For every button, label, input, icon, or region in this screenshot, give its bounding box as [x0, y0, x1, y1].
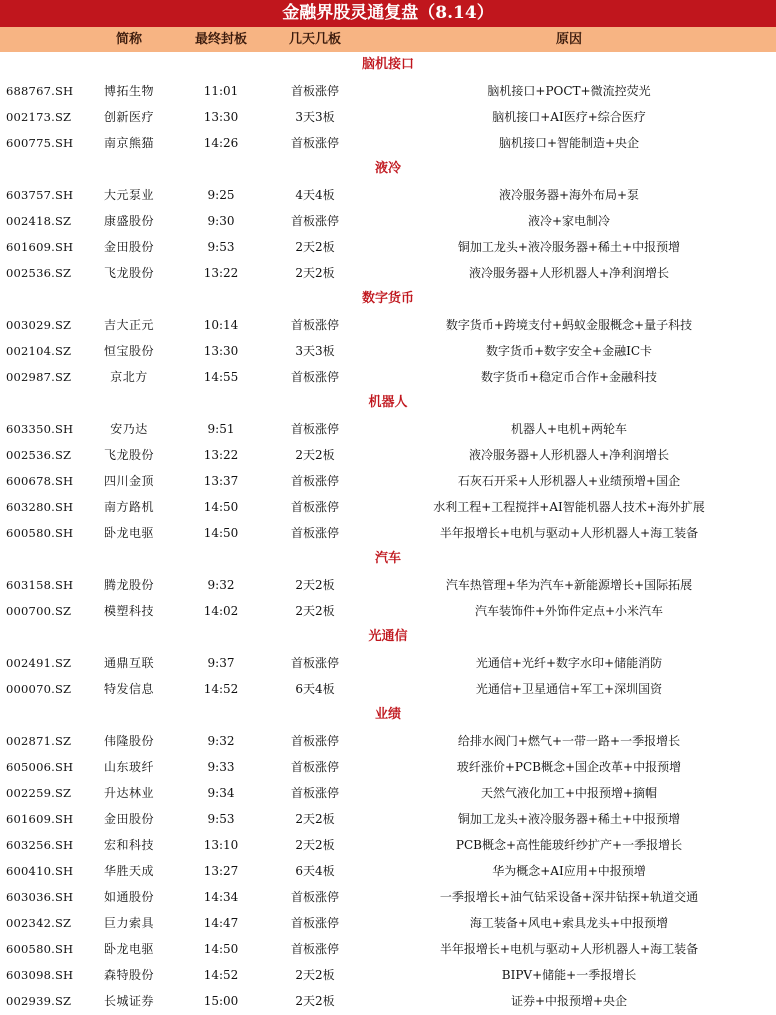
- header-code: [0, 27, 84, 52]
- table-row: [0, 234, 776, 260]
- limit-up-reason: 汽车热管理+华为汽车+新能源增长+国际拓展: [445, 578, 693, 592]
- final-limit-time: 13:22: [203, 266, 239, 280]
- days-boards: 首板涨停: [290, 526, 339, 540]
- limit-up-reason: 机器人+电机+两轮车: [510, 422, 628, 436]
- final-limit-time: 14:02: [203, 604, 239, 618]
- limit-up-reason: 天然气液化加工+中报预增+摘帽: [480, 786, 658, 800]
- days-boards: 首板涨停: [290, 734, 339, 748]
- days-boards: 首板涨停: [290, 474, 339, 488]
- limit-up-reason: 铜加工龙头+液冷服务器+稀土+中报预增: [457, 812, 681, 826]
- stock-code: 603098.SH: [6, 968, 74, 982]
- stock-name: 卧龙电驱: [103, 526, 154, 540]
- stock-code: 603036.SH: [6, 890, 74, 904]
- table-row: [0, 780, 776, 806]
- limit-up-reason: 海工装备+风电+索具龙头+中报预增: [469, 916, 669, 930]
- stock-code: 002491.SZ: [6, 656, 72, 670]
- header-name: 简称: [115, 32, 142, 47]
- stock-name: 特发信息: [103, 682, 154, 696]
- stock-name: 博拓生物: [103, 84, 154, 98]
- section-title: 液冷: [374, 161, 401, 176]
- table-row: [0, 442, 776, 468]
- limit-up-reason: 证券+中报预增+央企: [510, 994, 628, 1008]
- table-header: [0, 27, 776, 52]
- stock-code: 002173.SZ: [6, 110, 72, 124]
- days-boards: 2天2板: [295, 604, 335, 618]
- stock-code: 000700.SZ: [6, 604, 72, 618]
- stock-code: 002536.SZ: [6, 448, 72, 462]
- final-limit-time: 9:30: [207, 214, 235, 228]
- stock-code: 002104.SZ: [6, 344, 72, 358]
- final-limit-time: 10:14: [203, 318, 239, 332]
- stock-code: 000070.SZ: [6, 682, 72, 696]
- stock-name: 创新医疗: [103, 110, 154, 124]
- header-days-boards: 几天几板: [288, 32, 341, 47]
- final-limit-time: 9:53: [207, 812, 235, 826]
- table-row: [0, 650, 776, 676]
- stock-code: 600580.SH: [6, 942, 74, 956]
- stock-code: 603280.SH: [6, 500, 74, 514]
- days-boards: 首板涨停: [290, 136, 339, 150]
- stock-code: 688767.SH: [6, 84, 74, 98]
- days-boards: 首板涨停: [290, 786, 339, 800]
- stock-code: 002939.SZ: [6, 994, 72, 1008]
- table-body: [0, 52, 776, 1014]
- stock-code: 600410.SH: [6, 864, 74, 878]
- days-boards: 4天4板: [295, 188, 335, 202]
- limit-up-reason: 玻纤涨价+PCB概念+国企改革+中报预增: [456, 760, 682, 774]
- stock-name: 通鼎互联: [103, 656, 154, 670]
- stock-code: 002987.SZ: [6, 370, 72, 384]
- table-row: [0, 598, 776, 624]
- table-row: [0, 572, 776, 598]
- limit-up-reason: 光通信+卫星通信+军工+深圳国资: [475, 682, 663, 696]
- table-row: [0, 676, 776, 702]
- days-boards: 2天2板: [295, 838, 335, 852]
- final-limit-time: 14:50: [203, 942, 239, 956]
- days-boards: 2天2板: [295, 968, 335, 982]
- section-title: 光通信: [368, 629, 408, 644]
- stock-code: 002342.SZ: [6, 916, 72, 930]
- table-row: [0, 182, 776, 208]
- stock-code: 605006.SH: [6, 760, 74, 774]
- final-limit-time: 13:10: [203, 838, 239, 852]
- final-limit-time: 14:47: [203, 916, 239, 930]
- section-title: 机器人: [368, 395, 408, 410]
- stock-code: 603158.SH: [6, 578, 74, 592]
- stock-code: 003029.SZ: [6, 318, 72, 332]
- limit-up-reason: 半年报增长+电机与驱动+人形机器人+海工装备: [439, 526, 699, 540]
- final-limit-time: 14:52: [203, 682, 239, 696]
- stock-code: 600678.SH: [6, 474, 74, 488]
- limit-up-reason: 水利工程+工程搅拌+AI智能机器人技术+海外扩展: [433, 500, 705, 514]
- stock-code: 601609.SH: [6, 240, 74, 254]
- stock-name: 南方路机: [103, 500, 154, 514]
- table-row: [0, 988, 776, 1014]
- stock-name: 安乃达: [110, 422, 148, 436]
- stock-name: 巨力索具: [103, 916, 154, 930]
- limit-up-reason: 石灰石开采+人形机器人+业绩预增+国企: [457, 474, 681, 488]
- limit-up-reason: 铜加工龙头+液冷服务器+稀土+中报预增: [457, 240, 681, 254]
- stock-name: 升达林业: [103, 786, 154, 800]
- limit-up-reason: 给排水阀门+燃气+一带一路+一季报增长: [457, 734, 681, 748]
- final-limit-time: 9:37: [207, 656, 235, 670]
- limit-up-reason: 液冷服务器+海外布局+泵: [498, 188, 640, 202]
- table-row: [0, 936, 776, 962]
- table-row: [0, 910, 776, 936]
- days-boards: 首板涨停: [290, 942, 339, 956]
- final-limit-time: 15:00: [203, 994, 239, 1008]
- table-row: [0, 858, 776, 884]
- stock-name: 卧龙电驱: [103, 942, 154, 956]
- final-limit-time: 13:27: [203, 864, 239, 878]
- table-row: [0, 260, 776, 286]
- limit-up-reason: 一季报增长+油气钻采设备+深井钻探+轨道交通: [439, 890, 699, 904]
- final-limit-time: 14:50: [203, 500, 239, 514]
- final-limit-time: 14:52: [203, 968, 239, 982]
- days-boards: 首板涨停: [290, 422, 339, 436]
- final-limit-time: 13:30: [203, 344, 239, 358]
- final-limit-time: 9:32: [207, 734, 235, 748]
- limit-up-reason: 汽车装饰件+外饰件定点+小米汽车: [474, 604, 664, 618]
- table-row: [0, 806, 776, 832]
- stock-code: 002536.SZ: [6, 266, 72, 280]
- final-limit-time: 14:26: [203, 136, 239, 150]
- days-boards: 2天2板: [295, 578, 335, 592]
- section-title: 数字货币: [361, 291, 414, 306]
- limit-up-reason: 液冷+家电制冷: [527, 214, 611, 228]
- stock-code: 603757.SH: [6, 188, 74, 202]
- days-boards: 3天3板: [295, 344, 335, 358]
- stock-name: 金田股份: [103, 812, 154, 826]
- final-limit-time: 13:37: [203, 474, 239, 488]
- stock-name: 吉大正元: [103, 318, 154, 332]
- days-boards: 首板涨停: [290, 500, 339, 514]
- table-row: [0, 520, 776, 546]
- days-boards: 首板涨停: [290, 916, 339, 930]
- final-limit-time: 13:22: [203, 448, 239, 462]
- stock-name: 大元泵业: [103, 188, 154, 202]
- table-row: [0, 338, 776, 364]
- limit-up-reason: PCB概念+高性能玻纤纱扩产+一季报增长: [455, 838, 683, 852]
- stock-name: 恒宝股份: [103, 344, 154, 358]
- stock-name: 模塑科技: [103, 604, 154, 618]
- days-boards: 首板涨停: [290, 370, 339, 384]
- days-boards: 2天2板: [295, 448, 335, 462]
- days-boards: 2天2板: [295, 266, 335, 280]
- days-boards: 6天4板: [295, 682, 335, 696]
- final-limit-time: 9:53: [207, 240, 235, 254]
- stock-name: 长城证券: [103, 994, 154, 1008]
- final-limit-time: 14:55: [203, 370, 239, 384]
- section-title: 业绩: [374, 707, 401, 722]
- final-limit-time: 9:51: [207, 422, 235, 436]
- table-row: [0, 312, 776, 338]
- stock-code: 600775.SH: [6, 136, 74, 150]
- table-row: [0, 962, 776, 988]
- header-reason: 原因: [555, 32, 582, 47]
- stock-code: 603256.SH: [6, 838, 74, 852]
- final-limit-time: 9:34: [207, 786, 235, 800]
- days-boards: 2天2板: [295, 240, 335, 254]
- header-final-limit-time: 最终封板: [194, 32, 247, 47]
- limit-up-reason: BIPV+储能+一季报增长: [501, 968, 637, 982]
- limit-up-reason: 数字货币+数字安全+金融IC卡: [485, 344, 653, 358]
- stock-name: 宏和科技: [103, 838, 154, 852]
- limit-up-reason: 脑机接口+智能制造+央企: [498, 136, 640, 150]
- section-title: 汽车: [374, 551, 401, 566]
- stock-name: 山东玻纤: [103, 760, 154, 774]
- limit-up-reason: 数字货币+跨境支付+蚂蚁金服概念+量子科技: [445, 318, 693, 332]
- stock-code: 002418.SZ: [6, 214, 72, 228]
- final-limit-time: 9:33: [207, 760, 235, 774]
- table-row: [0, 494, 776, 520]
- days-boards: 6天4板: [295, 864, 335, 878]
- limit-up-reason: 液冷服务器+人形机器人+净利润增长: [468, 266, 670, 280]
- table-row: [0, 78, 776, 104]
- table-row: [0, 416, 776, 442]
- stock-code: 603350.SH: [6, 422, 74, 436]
- stock-code: 002871.SZ: [6, 734, 72, 748]
- days-boards: 首板涨停: [290, 318, 339, 332]
- final-limit-time: 14:50: [203, 526, 239, 540]
- table-row: [0, 728, 776, 754]
- stock-name: 康盛股份: [103, 214, 154, 228]
- limit-up-reason: 半年报增长+电机与驱动+人形机器人+海工装备: [439, 942, 699, 956]
- final-limit-time: 11:01: [203, 84, 239, 98]
- limit-up-reason: 脑机接口+AI医疗+综合医疗: [492, 110, 646, 124]
- days-boards: 2天2板: [295, 812, 335, 826]
- stock-name: 京北方: [110, 370, 148, 384]
- stock-name: 伟隆股份: [103, 734, 154, 748]
- days-boards: 3天3板: [295, 110, 335, 124]
- stock-name: 森特股份: [103, 968, 154, 982]
- days-boards: 首板涨停: [290, 760, 339, 774]
- limit-up-reason: 光通信+光纤+数字水印+储能消防: [475, 656, 663, 670]
- stock-code: 601609.SH: [6, 812, 74, 826]
- stock-name: 四川金顶: [103, 474, 154, 488]
- table-row: [0, 754, 776, 780]
- limit-up-reason: 华为概念+AI应用+中报预增: [492, 864, 646, 878]
- days-boards: 首板涨停: [290, 890, 339, 904]
- days-boards: 首板涨停: [290, 84, 339, 98]
- table-row: [0, 832, 776, 858]
- stock-name: 飞龙股份: [103, 448, 154, 462]
- final-limit-time: 9:32: [207, 578, 235, 592]
- stock-name: 华胜天成: [103, 864, 154, 878]
- stock-name: 南京熊猫: [103, 136, 154, 150]
- table-row: [0, 468, 776, 494]
- final-limit-time: 14:34: [203, 890, 239, 904]
- days-boards: 2天2板: [295, 994, 335, 1008]
- page-title: 金融界股灵通复盘（8.14）: [0, 0, 776, 27]
- stock-code: 600580.SH: [6, 526, 74, 540]
- final-limit-time: 9:25: [207, 188, 235, 202]
- days-boards: 首板涨停: [290, 214, 339, 228]
- days-boards: 首板涨停: [290, 656, 339, 670]
- stock-name: 腾龙股份: [103, 578, 154, 592]
- table-row: [0, 364, 776, 390]
- limit-up-reason: 脑机接口+POCT+微流控荧光: [487, 84, 651, 98]
- limit-up-reason: 液冷服务器+人形机器人+净利润增长: [468, 448, 670, 462]
- table-row: [0, 130, 776, 156]
- stock-name: 金田股份: [103, 240, 154, 254]
- table-row: [0, 884, 776, 910]
- limit-up-reason: 数字货币+稳定币合作+金融科技: [480, 370, 658, 384]
- final-limit-time: 13:30: [203, 110, 239, 124]
- table-row: [0, 208, 776, 234]
- section-title: 脑机接口: [361, 57, 414, 72]
- stock-name: 如通股份: [103, 890, 154, 904]
- table-row: [0, 104, 776, 130]
- stock-code: 002259.SZ: [6, 786, 72, 800]
- stock-name: 飞龙股份: [103, 266, 154, 280]
